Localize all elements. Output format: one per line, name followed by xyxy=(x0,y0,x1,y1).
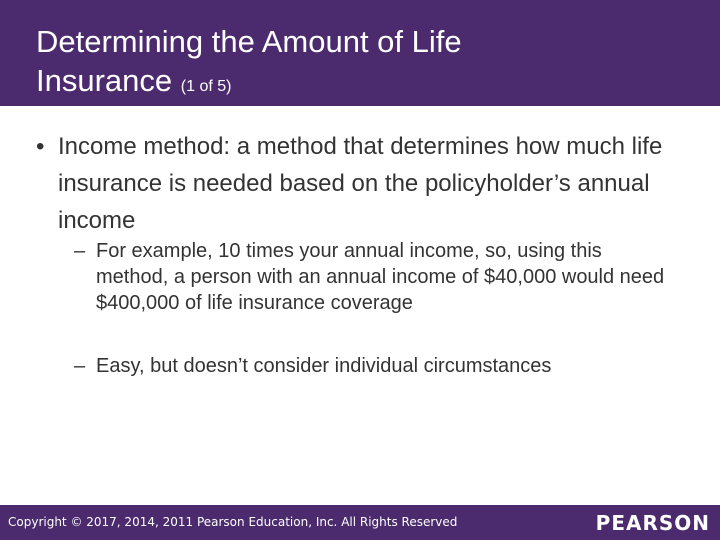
title-line-1: Determining the Amount of Life xyxy=(36,24,462,59)
bullet-marker: • xyxy=(36,133,45,160)
bullet-item xyxy=(36,128,676,239)
sub-bullet-text: For example, 10 times your annual income, so, using this method, a person with an annual income of $40,000 would need $400,000 of life insurance coverage xyxy=(96,240,665,314)
bullet-text: Income method: a method that determines how much life insurance is needed based on the policyholder’s annual income xyxy=(58,133,663,234)
footer-bar xyxy=(0,505,720,540)
sub-bullet-item xyxy=(74,353,674,379)
pearson-logo: PEARSON xyxy=(595,511,710,535)
title-bar xyxy=(0,0,720,106)
sub-bullet-text: Easy, but doesn’t consider individual circumstances xyxy=(96,355,552,377)
sub-bullet-marker: – xyxy=(74,355,86,377)
slide-title xyxy=(36,22,462,106)
title-page-indicator: (1 of 5) xyxy=(180,78,232,95)
copyright-text: Copyright © 2017, 2014, 2011 Pearson Education, Inc. All Rights Reserved xyxy=(8,515,458,529)
sub-bullet-item xyxy=(74,238,674,316)
sub-bullet-marker: – xyxy=(74,240,86,262)
title-line-2: Insurance xyxy=(36,63,173,98)
